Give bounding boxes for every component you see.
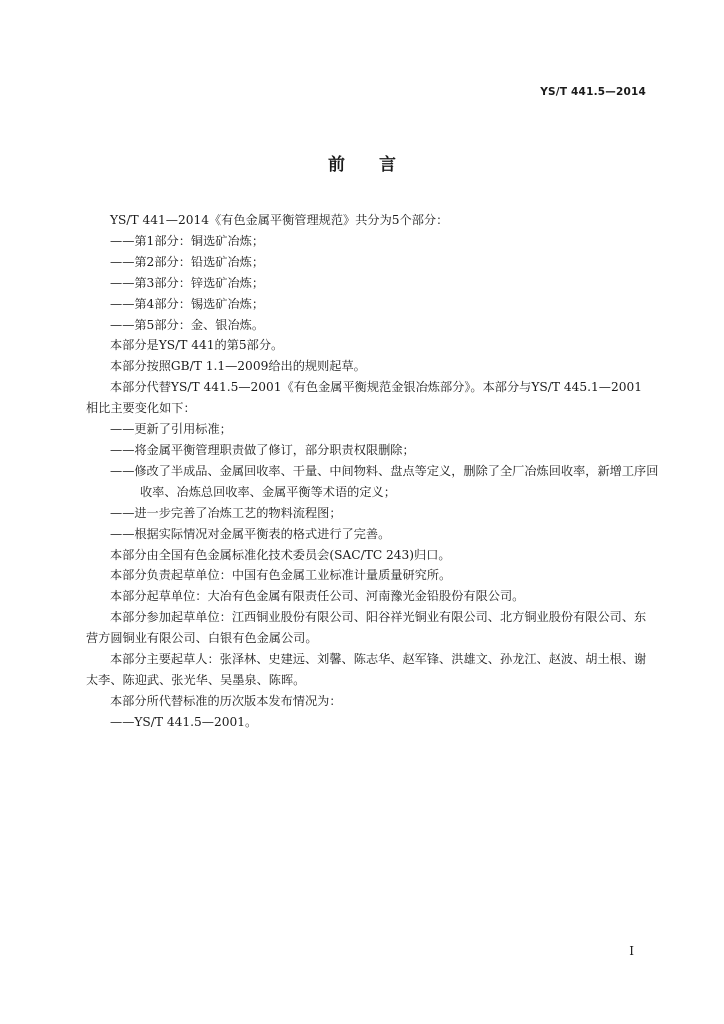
paragraph: 本部分所代替标准的历次版本发布情况为：	[110, 693, 342, 708]
paragraph: 本部分参加起草单位：江西铜业股份有限公司、阳谷祥光铜业有限公司、北方铜业股份有限公司、东营方圆铜业有限公司、白银有色金属公司。	[86, 610, 647, 646]
list-item: ——第1部分：铜选矿冶炼；	[110, 233, 265, 248]
paragraph: YS/T 441—2014《有色金属平衡管理规范》共分为5个部分：	[110, 213, 449, 227]
paragraph: 本部分代替YS/T 441.5—2001《有色金属平衡规范金银冶炼部分》。本部分与YS/T 445.1—2001	[110, 380, 642, 395]
list-item: ——修改了半成品、金属回收率、干量、中间物料、盘点等定义，删除了全厂冶炼回收率，新增工序回	[110, 463, 659, 478]
paragraph: 本部分由全国有色金属标准化技术委员会(SAC/TC 243)归口。	[110, 547, 451, 562]
list-item: ——第3部分：锌选矿冶炼；	[110, 275, 265, 290]
list-item: ——第2部分：铅选矿冶炼；	[110, 254, 265, 269]
paragraph: 本部分负责起草单位：中国有色金属工业标准计量质量研究所。	[110, 568, 452, 583]
list-item: ——更新了引用标准；	[110, 422, 232, 437]
list-item: ——进一步完善了冶炼工艺的物料流程图；	[110, 505, 342, 520]
document-body	[86, 210, 659, 733]
page-title: 前言	[328, 155, 430, 175]
standard-code: YS/T 441.5—2014	[540, 86, 646, 98]
page-number: I	[629, 944, 634, 958]
list-item: ——第4部分：锡选矿冶炼；	[110, 296, 265, 311]
list-item: ——根据实际情况对金属平衡表的格式进行了完善。	[110, 526, 391, 541]
list-item: ——YS/T 441.5—2001。	[110, 714, 258, 729]
paragraph: 本部分按照GB/T 1.1—2009给出的规则起草。	[110, 359, 366, 374]
paragraph: 本部分是YS/T 441的第5部分。	[110, 338, 284, 353]
list-item-continuation: 收率、冶炼总回收率、金属平衡等术语的定义；	[140, 484, 396, 499]
paragraph: 本部分起草单位：大冶有色金属有限责任公司、河南豫光金铅股份有限公司。	[110, 589, 525, 604]
list-item: ——将金属平衡管理职责做了修订，部分职责权限删除；	[110, 442, 415, 457]
paragraph-continuation: 相比主要变化如下：	[86, 401, 196, 416]
list-item: ——第5部分：金、银冶炼。	[110, 317, 265, 332]
paragraph: 本部分主要起草人：张泽林、史建远、刘馨、陈志华、赵军锋、洪雄文、孙龙江、赵波、胡土根、谢太李、陈迎武、张光华、吴墨泉、陈晖。	[86, 652, 647, 687]
